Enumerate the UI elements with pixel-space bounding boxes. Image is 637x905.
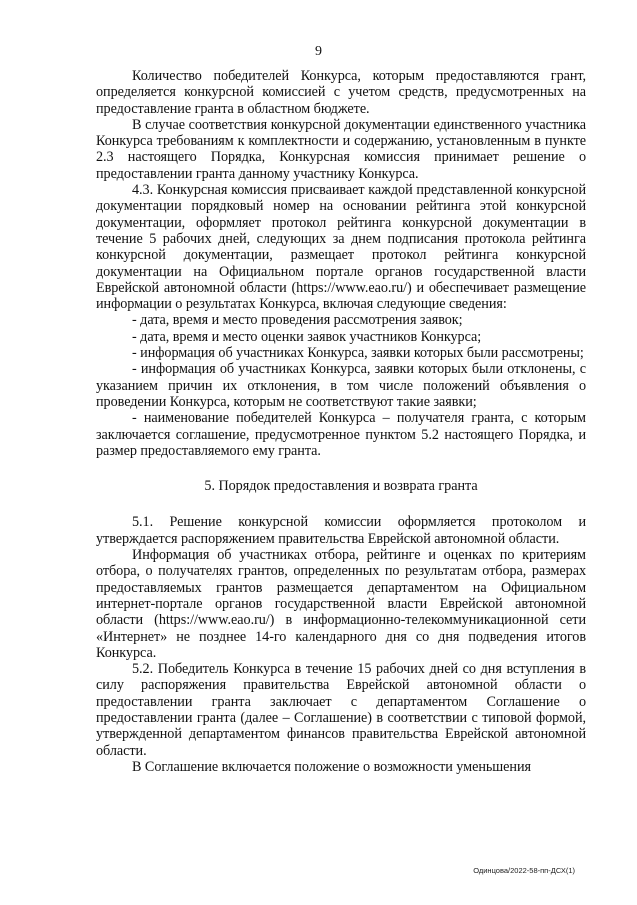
document-footer-code: Одинцова/2022-58-пп-ДСХ(1): [473, 866, 575, 875]
paragraph-agreement-clause: В Соглашение включается положение о возможности уменьшения: [132, 758, 531, 775]
list-item-reviewed-participants: - информация об участниках Конкурса, заявки которых были рассмотрены;: [132, 345, 584, 362]
list-item-evaluation-date: - дата, время и место оценки заявок участников Конкурса;: [132, 328, 482, 345]
page-number: 9: [315, 44, 322, 59]
document-body: [96, 68, 586, 775]
list-item-winners: - наименование победителей Конкурса – получателя гранта, с которым заключается соглашение, предусмотренное пунктом 5.2 настоящего Порядка, и размер предоставляемого ему гранта.: [96, 410, 586, 459]
paragraph-5-2: 5.2. Победитель Конкурса в течение 15 рабочих дней со дня вступления в силу распоряжения правительства Еврейской автономной области о предоставлении гранта заключает с департаментом Соглашение о предоставлении гранта (далее – Соглашение) в соответствии с типовой формой, утвержденной департаментом финансов правительства Еврейской автономной области.: [96, 661, 586, 759]
paragraph-single-participant: В случае соответствия конкурсной документации единственного участника Конкурса требованиям к комплектности и содержанию, установленным в пункте 2.3 настоящего Порядка, Конкурсная комиссия принимает решение о предоставлении гранта данному участнику Конкурса.: [96, 116, 586, 182]
list-item-rejected-participants: - информация об участниках Конкурса, заявки которых были отклонены, с указанием причин их отклонения, в том числе положений объявления о проведении Конкурса, которым не соответствуют такие заявки;: [96, 361, 586, 410]
list-item-review-date: - дата, время и место проведения рассмотрения заявок;: [132, 312, 463, 329]
section-title: 5. Порядок предоставления и возврата гранта: [204, 478, 478, 495]
paragraph-winners-count: Количество победителей Конкурса, которым предоставляются грант, определяется конкурсной комиссией с учетом средств, предусмотренных на предоставление гранта в областном бюджете.: [96, 68, 586, 117]
paragraph-5-1: 5.1. Решение конкурсной комиссии оформляется протоколом и утверждается распоряжением правительства Еврейской автономной области.: [96, 514, 586, 547]
paragraph-info-publication: Информация об участниках отбора, рейтинге и оценках по критериям отбора, о получателях грантов, определенных по результатам отбора, размерах предоставляемых грантов размещается департаментом на Официальном интернет-портале органов государственной власти Еврейской автономной области (https://www.eao.ru/) в информационно-телекоммуникационной сети «Интернет» не позднее 14-го календарного дня со дня подведения итогов Конкурса.: [96, 547, 586, 661]
paragraph-4-3: 4.3. Конкурсная комиссия присваивает каждой представленной конкурсной документации порядковый номер на основании рейтинга этой конкурсной документации, оформляет протокол рейтинга конкурсной документации в течение 5 рабочих дней, следующих за днем подписания протокола рейтинга конкурсной документации, размещает протокол рейтинга конкурсной документации на Официальном портале органов государственной власти Еврейской автономной области (https://www.eao.ru/) и обеспечивает размещение информации о результатах Конкурса, включая следующие сведения:: [96, 182, 586, 313]
